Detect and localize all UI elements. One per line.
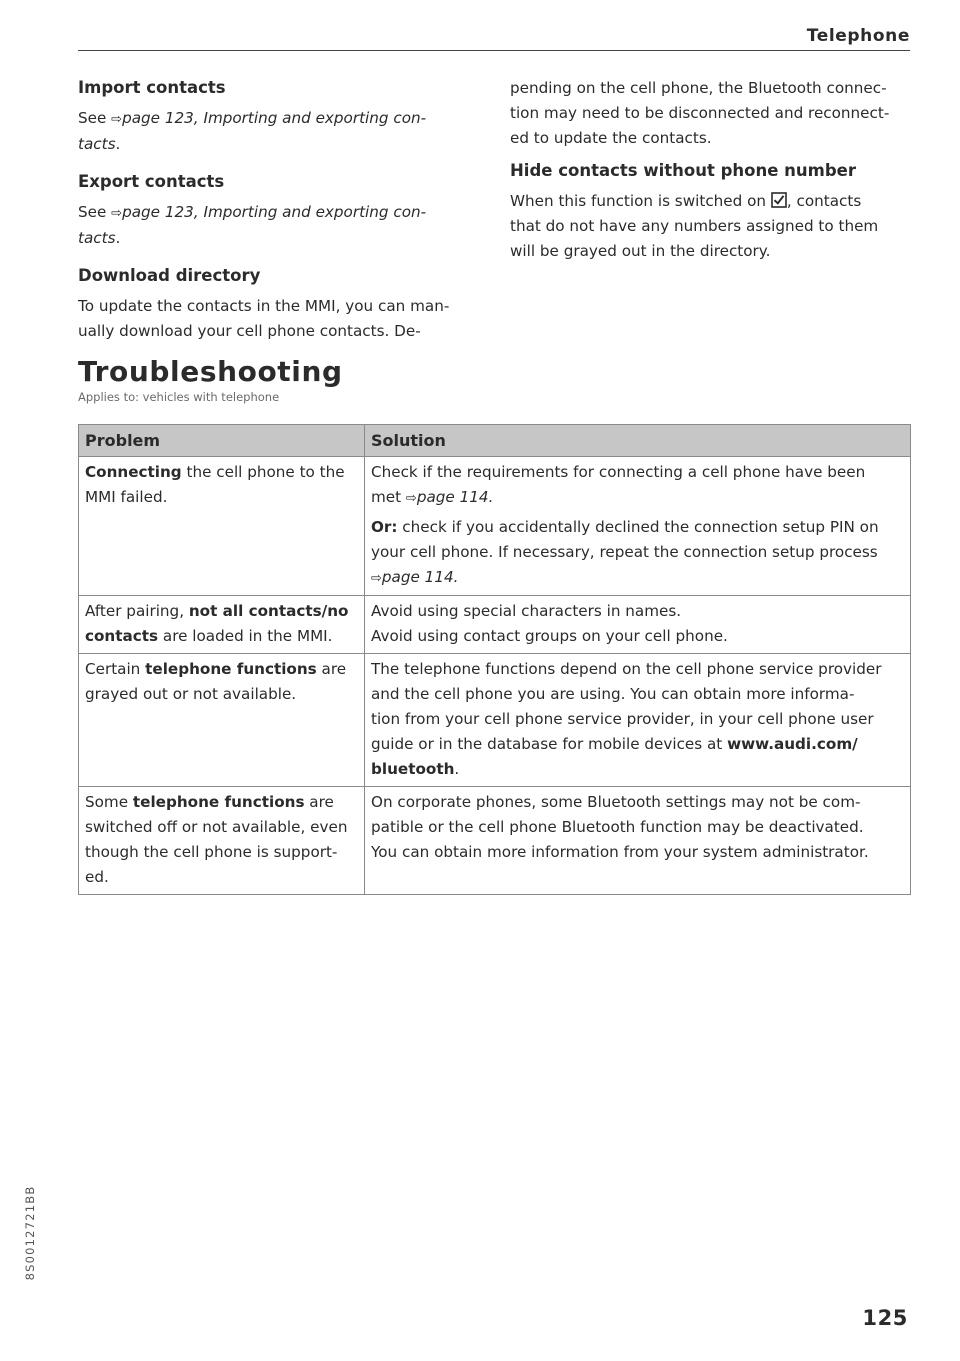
solution-header: Solution [365,425,911,457]
export-contacts-text [78,200,463,251]
problem-cell [79,596,365,654]
problem-line [85,790,358,815]
applies-to: Applies to: vehicles with telephone [78,390,280,404]
problem-text: Certain [85,660,146,678]
problem-line [85,657,358,682]
solution-line: Check if the requirements for connecting a cell phone have been [371,463,866,481]
export-contacts-heading: Export contacts [78,172,225,191]
arrow-right-icon: ⇨ [371,571,382,586]
table-row [79,787,911,895]
solution-line: Avoid using special characters in names. [371,602,682,620]
header-rule [78,50,910,51]
problem-text: are [316,660,347,678]
or-label: Or: [371,518,398,536]
solution-line: patible or the cell phone Bluetooth function may be deactivated. [371,818,864,836]
solution-line: and the cell phone you are using. You can obtain more informa- [371,685,855,703]
import-ref-line2: tacts [78,135,116,153]
hide-line1 [510,189,910,214]
problem-cell [79,654,365,787]
problem-text: are loaded in the MMI. [158,627,333,645]
hide-line1-pre: When this function is switched on [510,192,771,210]
import-see: See [78,109,112,127]
solution-line [371,757,904,782]
export-see: See [78,203,112,221]
hide-line1-post: , contacts [786,192,862,210]
problem-bold: telephone functions [132,793,305,811]
arrow-right-icon: ⇨ [111,206,123,221]
import-ref-line1: page 123, Importing and exporting con- [122,109,427,127]
export-suffix: . [115,229,121,247]
page-number: 125 [862,1306,908,1330]
audi-bluetooth-link[interactable]: bluetooth [371,760,455,778]
solution-text: check if you accidentally declined the connection setup PIN on [397,518,879,536]
solution-line: You can obtain more information from your system administrator. [371,843,869,861]
arrow-right-icon: ⇨ [111,112,123,127]
problem-line: switched off or not available, even [85,818,348,836]
download-continued-text [510,76,910,151]
problem-text: are [304,793,334,811]
problem-text: After pairing, [85,602,189,620]
running-head: Telephone [806,26,910,46]
troubleshooting-table [78,424,911,895]
troubleshooting-title: Troubleshooting [78,355,343,388]
problem-line [85,460,358,485]
table-header-row [79,425,911,457]
hide-line3: will be grayed out in the directory. [510,242,771,260]
problem-header: Problem [79,425,365,457]
problem-cell [79,787,365,895]
solution-cell [365,787,911,895]
continued-line3: ed to update the contacts. [510,129,712,147]
checkbox-checked-icon [771,192,787,208]
side-document-code [20,1160,36,1310]
import-contacts-text [78,106,463,157]
arrow-right-icon: ⇨ [405,491,417,506]
export-ref-line1: page 123, Importing and exporting con- [122,203,427,221]
export-page-ref[interactable] [78,203,426,247]
left-column [78,76,463,344]
solution-line: The telephone functions depend on the cell phone service provider [371,660,882,678]
import-suffix: . [115,135,121,153]
hide-line2: that do not have any numbers assigned to them [510,217,879,235]
solution-line: On corporate phones, some Bluetooth settings may not be com- [371,793,861,811]
solution-period: . [488,488,494,506]
problem-bold: telephone functions [145,660,317,678]
problem-text: the cell phone to the [181,463,345,481]
audi-bluetooth-link[interactable]: www.audi.com/ [727,735,858,753]
solution-line [371,732,904,757]
table-row [79,654,911,787]
import-page-ref[interactable] [78,109,426,153]
download-line1: To update the contacts in the MMI, you can man- [78,297,450,315]
solution-period: . [453,568,459,586]
solution-cell [365,457,911,596]
continued-line1: pending on the cell phone, the Bluetooth connec- [510,79,887,97]
solution-line: your cell phone. If necessary, repeat the connection setup process [371,543,878,561]
download-line2: ually download your cell phone contacts. De- [78,322,421,340]
page-ref-link[interactable]: page 114 [381,568,454,586]
hide-contacts-text [510,189,910,264]
solution-period: . [454,760,460,778]
solution-cell [365,596,911,654]
solution-line [371,565,904,591]
export-ref-line2: tacts [78,229,116,247]
hide-contacts-heading: Hide contacts without phone number [510,161,856,180]
right-column [510,76,910,264]
problem-line [85,624,358,649]
problem-line: grayed out or not available. [85,685,297,703]
solution-line [371,515,904,540]
continued-line2: tion may need to be disconnected and reconnect- [510,104,890,122]
download-directory-heading: Download directory [78,266,261,285]
problem-text: Some [85,793,133,811]
problem-bold: not all contacts/no [188,602,349,620]
problem-cell [79,457,365,596]
solution-cell [365,654,911,787]
solution-text: guide or in the database for mobile devices at [371,735,728,753]
import-contacts-heading: Import contacts [78,78,226,97]
side-code-text: 8S0012721BB [23,1185,37,1281]
problem-bold: contacts [85,627,159,645]
problem-line: ed. [85,868,109,886]
solution-line: Avoid using contact groups on your cell phone. [371,627,728,645]
table-row [79,457,911,596]
solution-line: tion from your cell phone service provider, in your cell phone user [371,710,874,728]
table-row [79,596,911,654]
problem-line: MMI failed. [85,488,168,506]
solution-text: met [371,488,406,506]
solution-line [371,485,904,511]
problem-line [85,599,358,624]
page-ref-link[interactable]: page 114 [416,488,489,506]
problem-bold: Connecting [85,463,182,481]
problem-line: though the cell phone is support- [85,843,338,861]
download-directory-text [78,294,463,344]
